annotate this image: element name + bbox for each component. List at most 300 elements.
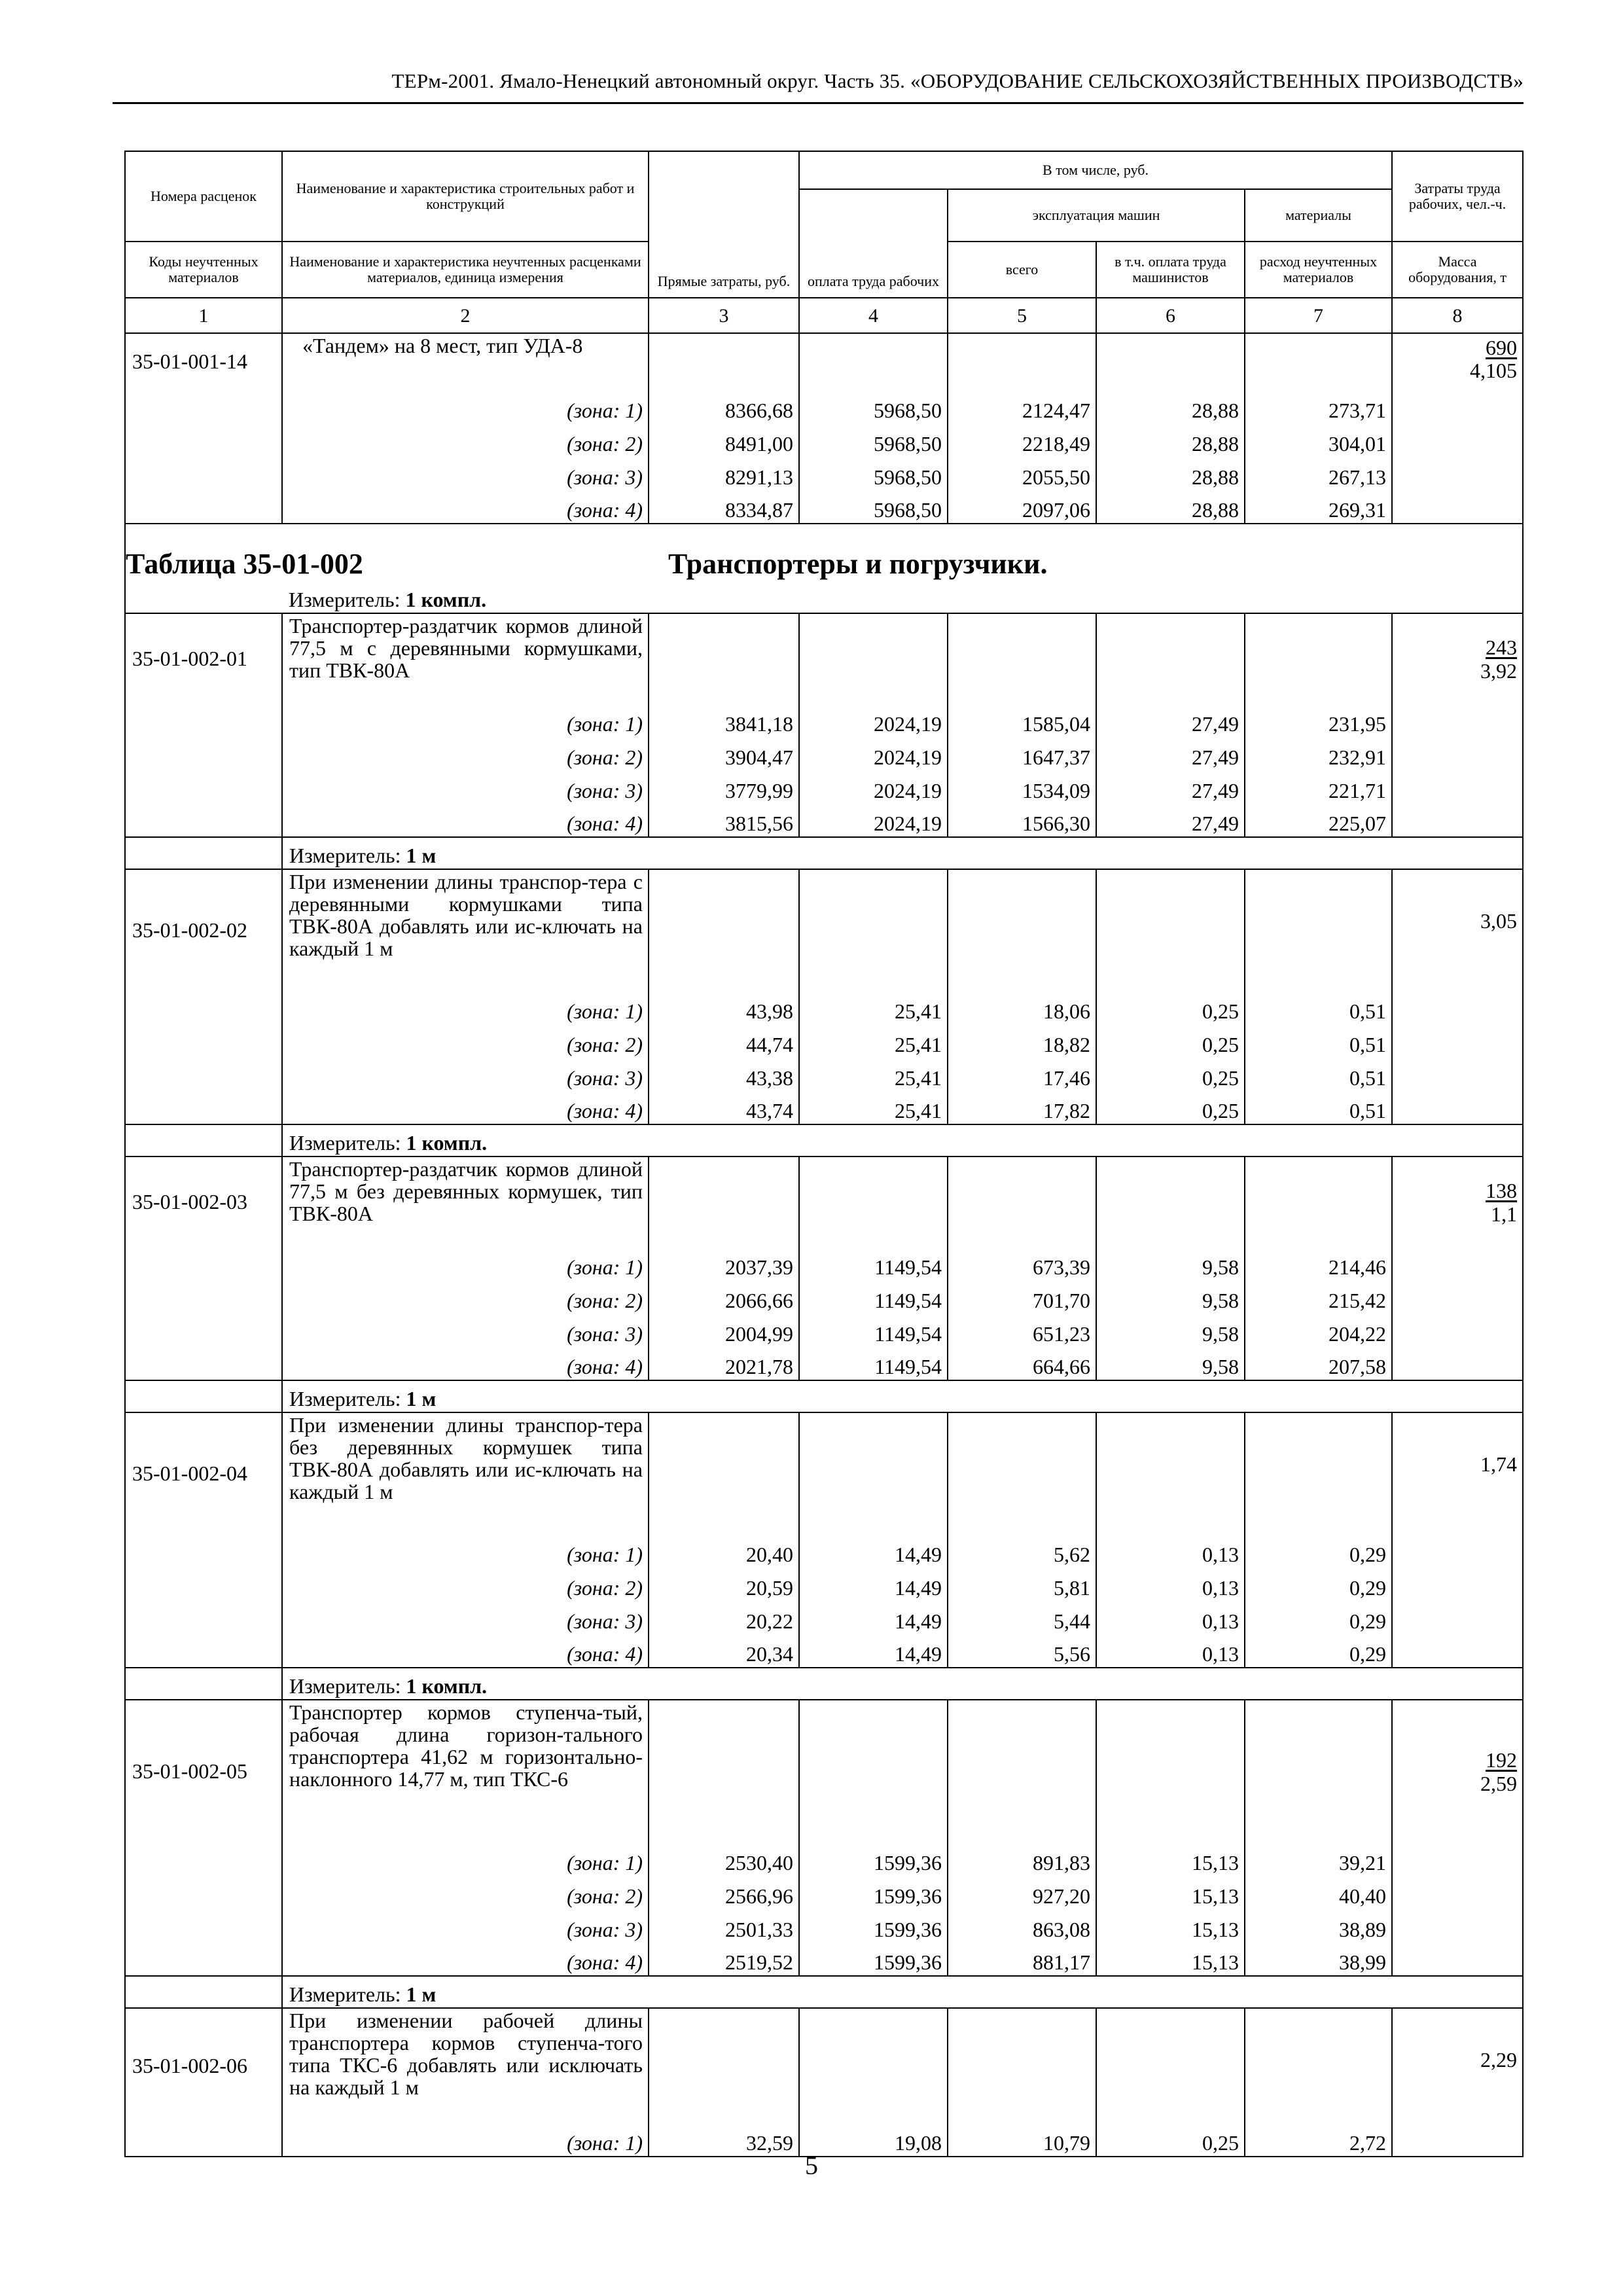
- zone-row: [125, 390, 1523, 423]
- zone-label: (зона: 1): [282, 390, 649, 423]
- zone-row: [125, 804, 1523, 837]
- zone-value: 664,66: [948, 1347, 1096, 1380]
- rate-label-row: [125, 613, 1523, 704]
- measure-row: [125, 1976, 1523, 2008]
- zone-value: 39,21: [1245, 1842, 1392, 1876]
- measure-row: [125, 1124, 1523, 1157]
- empty-cell: [125, 1534, 282, 1568]
- empty-cell: [1096, 1412, 1245, 1534]
- measure-unit-row: [282, 837, 1523, 869]
- rate-label-row: [125, 333, 1523, 390]
- rate-name: Транспортер кормов ступенча-тый, рабочая длина горизон-тального транспортера 41,62 м горизонтально-наклонного 14,77 м, тип ТКС-6: [282, 1700, 649, 1842]
- zone-value: 20,59: [649, 1568, 799, 1601]
- zone-value: 5,44: [948, 1601, 1096, 1634]
- page-number: 5: [805, 2151, 818, 2180]
- empty-cell: [1392, 770, 1523, 804]
- zone-value: 2097,06: [948, 490, 1096, 524]
- mass-cell: [1392, 1700, 1523, 1842]
- zone-value: 10,79: [948, 2123, 1096, 2157]
- measure-unit: 1 компл.: [406, 1131, 488, 1155]
- zone-row: [125, 1876, 1523, 1909]
- empty-cell: [125, 737, 282, 770]
- section-title-cell: [125, 524, 649, 581]
- header-col1-top: Номера расценок: [125, 151, 282, 242]
- empty-cell: [948, 1700, 1096, 1842]
- empty-cell: [1392, 1943, 1523, 1976]
- zone-value: 1647,37: [948, 737, 1096, 770]
- zone-value: 214,46: [1245, 1247, 1392, 1280]
- empty-cell: [948, 333, 1096, 390]
- column-number: 1: [125, 298, 282, 333]
- rate-code: 35-01-002-02: [125, 869, 282, 991]
- empty-cell: [799, 1157, 948, 1247]
- empty-cell: [1392, 991, 1523, 1024]
- section-caption-cell: [649, 524, 1523, 581]
- header-col2-bottom: Наименование и характеристика неучтенных расценками материалов, единица измерения: [282, 242, 649, 298]
- zone-value: 269,31: [1245, 490, 1392, 524]
- measure-unit-row: [282, 1380, 1523, 1412]
- zone-value: 0,25: [1096, 1091, 1245, 1124]
- labor-value: 690: [1486, 336, 1518, 359]
- empty-cell: [1392, 490, 1523, 524]
- zone-label: (зона: 2): [282, 423, 649, 457]
- zone-value: 18,06: [948, 991, 1096, 1024]
- measure-unit-row: [282, 1668, 1523, 1700]
- header-col6: в т.ч. оплата труда машинистов: [1096, 242, 1245, 298]
- zone-value: 2530,40: [649, 1842, 799, 1876]
- zone-value: 28,88: [1096, 423, 1245, 457]
- rate-code: 35-01-002-06: [125, 2008, 282, 2123]
- zone-value: 18,82: [948, 1024, 1096, 1058]
- empty-cell: [1096, 2008, 1245, 2123]
- column-number: 4: [799, 298, 948, 333]
- empty-cell: [649, 1700, 799, 1842]
- empty-cell: [125, 1634, 282, 1668]
- empty-cell: [125, 457, 282, 490]
- zone-value: 2066,66: [649, 1280, 799, 1314]
- zone-value: 27,49: [1096, 737, 1245, 770]
- zone-value: 0,51: [1245, 991, 1392, 1024]
- mass-cell: [1392, 869, 1523, 991]
- empty-cell: [1392, 1634, 1523, 1668]
- zone-row: [125, 1601, 1523, 1634]
- zone-label: (зона: 1): [282, 2123, 649, 2157]
- zone-row: [125, 1091, 1523, 1124]
- price-table: [124, 151, 1524, 2157]
- zone-value: 1149,54: [799, 1347, 948, 1380]
- empty-cell: [1245, 333, 1392, 390]
- header-col5: всего: [948, 242, 1096, 298]
- zone-value: 38,89: [1245, 1909, 1392, 1943]
- empty-cell: [948, 869, 1096, 991]
- zone-value: 25,41: [799, 991, 948, 1024]
- zone-value: 5968,50: [799, 390, 948, 423]
- zone-row: [125, 1943, 1523, 1976]
- empty-cell: [649, 613, 799, 704]
- empty-cell: [1392, 1314, 1523, 1347]
- header-col8-bottom: Масса оборудования, т: [1392, 242, 1523, 298]
- zone-value: 5,62: [948, 1534, 1096, 1568]
- zone-value: 0,13: [1096, 1534, 1245, 1568]
- empty-cell: [125, 1668, 282, 1700]
- zone-label: (зона: 3): [282, 770, 649, 804]
- empty-cell: [125, 1091, 282, 1124]
- zone-value: 2,72: [1245, 2123, 1392, 2157]
- zone-value: 1599,36: [799, 1876, 948, 1909]
- empty-cell: [1392, 1024, 1523, 1058]
- rate-label-row: [125, 2008, 1523, 2123]
- zone-value: 651,23: [948, 1314, 1096, 1347]
- empty-cell: [649, 869, 799, 991]
- zone-row: [125, 1247, 1523, 1280]
- header-rule: [113, 102, 1524, 104]
- zone-value: 28,88: [1096, 390, 1245, 423]
- empty-cell: [1392, 804, 1523, 837]
- empty-cell: [1245, 1157, 1392, 1247]
- table-title: Таблица 35-01-002: [126, 548, 363, 581]
- header-col7: расход неучтенных материалов: [1245, 242, 1392, 298]
- rate-code: 35-01-002-04: [125, 1412, 282, 1534]
- zone-value: 2566,96: [649, 1876, 799, 1909]
- empty-cell: [799, 1412, 948, 1534]
- empty-cell: [1245, 613, 1392, 704]
- zone-value: 1149,54: [799, 1314, 948, 1347]
- zone-value: 9,58: [1096, 1314, 1245, 1347]
- zone-value: 927,20: [948, 1876, 1096, 1909]
- table-caption: Транспортеры и погрузчики.: [668, 548, 1048, 581]
- empty-cell: [799, 1700, 948, 1842]
- zone-value: 2024,19: [799, 804, 948, 837]
- zone-value: 27,49: [1096, 770, 1245, 804]
- zone-value: 8366,68: [649, 390, 799, 423]
- empty-cell: [125, 1247, 282, 1280]
- rate-label-row: [125, 1412, 1523, 1534]
- running-header: ТЕРм-2001. Ямало-Ненецкий автономный округ. Часть 35. «ОБОРУДОВАНИЕ СЕЛЬСКОХОЗЯЙСТВЕННЫХ ПРОИЗВОДСТВ»: [391, 69, 1524, 92]
- zone-value: 9,58: [1096, 1247, 1245, 1280]
- empty-cell: [948, 613, 1096, 704]
- measure-unit: 1 м: [406, 1982, 437, 2007]
- header-col4: оплата труда рабочих: [799, 189, 948, 298]
- zone-value: 8334,87: [649, 490, 799, 524]
- header-group: В том числе, руб.: [799, 151, 1392, 189]
- zone-value: 863,08: [948, 1909, 1096, 1943]
- zone-value: 8291,13: [649, 457, 799, 490]
- zone-value: 673,39: [948, 1247, 1096, 1280]
- zone-value: 25,41: [799, 1024, 948, 1058]
- rate-code: 35-01-002-05: [125, 1700, 282, 1842]
- measure-unit-row: [282, 1976, 1523, 2008]
- measure-row: [125, 1668, 1523, 1700]
- zone-value: 5,56: [948, 1634, 1096, 1668]
- empty-cell: [125, 1314, 282, 1347]
- zone-value: 221,71: [1245, 770, 1392, 804]
- section-measure-row: [125, 581, 1523, 613]
- empty-cell: [1392, 1568, 1523, 1601]
- empty-cell: [1392, 1842, 1523, 1876]
- zone-value: 44,74: [649, 1024, 799, 1058]
- empty-cell: [1392, 1091, 1523, 1124]
- empty-cell: [125, 1347, 282, 1380]
- empty-cell: [125, 1601, 282, 1634]
- zone-value: 5,81: [948, 1568, 1096, 1601]
- zone-row: [125, 991, 1523, 1024]
- empty-cell: [1392, 423, 1523, 457]
- header-machines: эксплуатация машин: [948, 189, 1245, 242]
- empty-cell: [1096, 1157, 1245, 1247]
- empty-cell: [1096, 333, 1245, 390]
- zone-value: 40,40: [1245, 1876, 1392, 1909]
- empty-cell: [125, 770, 282, 804]
- mass-value: 4,105: [1470, 359, 1518, 383]
- zone-value: 0,13: [1096, 1601, 1245, 1634]
- zone-row: [125, 1058, 1523, 1091]
- zone-label: (зона: 4): [282, 1634, 649, 1668]
- zone-value: 215,42: [1245, 1280, 1392, 1314]
- empty-cell: [1392, 1280, 1523, 1314]
- section-title-row: [125, 524, 1523, 581]
- zone-value: 0,29: [1245, 1601, 1392, 1634]
- empty-cell: [948, 1157, 1096, 1247]
- zone-row: [125, 1842, 1523, 1876]
- empty-cell: [948, 1412, 1096, 1534]
- measure-label: Измеритель:: [289, 1982, 401, 2007]
- zone-value: 32,59: [649, 2123, 799, 2157]
- empty-cell: [1245, 2008, 1392, 2123]
- zone-value: 304,01: [1245, 423, 1392, 457]
- empty-cell: [649, 2008, 799, 2123]
- zone-row: [125, 423, 1523, 457]
- zone-label: (зона: 3): [282, 1601, 649, 1634]
- empty-cell: [125, 1280, 282, 1314]
- zone-value: 0,51: [1245, 1091, 1392, 1124]
- zone-value: 5968,50: [799, 490, 948, 524]
- zone-value: 891,83: [948, 1842, 1096, 1876]
- zone-value: 14,49: [799, 1534, 948, 1568]
- zone-value: 2037,39: [649, 1247, 799, 1280]
- zone-value: 25,41: [799, 1058, 948, 1091]
- empty-cell: [125, 704, 282, 737]
- zone-value: 15,13: [1096, 1909, 1245, 1943]
- empty-cell: [1245, 1412, 1392, 1534]
- zone-value: 1149,54: [799, 1280, 948, 1314]
- zone-value: 3904,47: [649, 737, 799, 770]
- zone-value: 14,49: [799, 1568, 948, 1601]
- empty-cell: [649, 333, 799, 390]
- zone-label: (зона: 1): [282, 1842, 649, 1876]
- zone-value: 5968,50: [799, 423, 948, 457]
- zone-row: [125, 1280, 1523, 1314]
- zone-label: (зона: 2): [282, 737, 649, 770]
- empty-cell: [799, 333, 948, 390]
- rate-code: 35-01-002-03: [125, 1157, 282, 1247]
- zone-value: 14,49: [799, 1601, 948, 1634]
- zone-value: 0,25: [1096, 1024, 1245, 1058]
- zone-value: 27,49: [1096, 804, 1245, 837]
- zone-value: 232,91: [1245, 737, 1392, 770]
- column-number: 2: [282, 298, 649, 333]
- empty-cell: [1245, 869, 1392, 991]
- zone-row: [125, 1634, 1523, 1668]
- zone-value: 25,41: [799, 1091, 948, 1124]
- zone-value: 2021,78: [649, 1347, 799, 1380]
- zone-value: 43,98: [649, 991, 799, 1024]
- zone-row: [125, 1534, 1523, 1568]
- empty-cell: [1392, 1601, 1523, 1634]
- empty-cell: [125, 490, 282, 524]
- rate-name: «Тандем» на 8 мест, тип УДА-8: [282, 333, 649, 390]
- empty-cell: [125, 1909, 282, 1943]
- zone-value: 28,88: [1096, 457, 1245, 490]
- empty-cell: [1392, 390, 1523, 423]
- zone-value: 5968,50: [799, 457, 948, 490]
- empty-cell: [125, 1058, 282, 1091]
- zone-value: 38,99: [1245, 1943, 1392, 1976]
- empty-cell: [125, 837, 282, 869]
- zone-row: [125, 1314, 1523, 1347]
- rate-name: Транспортер-раздатчик кормов длиной 77,5 м с деревянными кормушками, тип ТВК-80А: [282, 613, 649, 704]
- empty-cell: [125, 1380, 282, 1412]
- zone-label: (зона: 1): [282, 1247, 649, 1280]
- rate-name: При изменении длины транспор-тера с деревянными кормушками типа ТВК-80А добавлять или ис-ключать на каждый 1 м: [282, 869, 649, 991]
- zone-value: 17,46: [948, 1058, 1096, 1091]
- zone-label: (зона: 4): [282, 1091, 649, 1124]
- rate-code: 35-01-002-01: [125, 613, 282, 704]
- measure-label: Измеритель:: [289, 844, 401, 868]
- zone-value: 0,29: [1245, 1634, 1392, 1668]
- zone-value: 19,08: [799, 2123, 948, 2157]
- zone-value: 1149,54: [799, 1247, 948, 1280]
- empty-cell: [799, 613, 948, 704]
- zone-value: 2024,19: [799, 737, 948, 770]
- zone-value: 3779,99: [649, 770, 799, 804]
- empty-cell: [1096, 869, 1245, 991]
- empty-cell: [948, 2008, 1096, 2123]
- zone-row: [125, 1568, 1523, 1601]
- zone-label: (зона: 2): [282, 1280, 649, 1314]
- zone-row: [125, 1909, 1523, 1943]
- labor-mass-fraction: [1480, 1749, 1517, 1795]
- empty-cell: [1096, 1700, 1245, 1842]
- zone-value: 2024,19: [799, 704, 948, 737]
- empty-cell: [1392, 737, 1523, 770]
- measure-unit-row: [282, 1124, 1523, 1157]
- column-number: 5: [948, 298, 1096, 333]
- zone-label: (зона: 4): [282, 1347, 649, 1380]
- empty-cell: [1392, 1909, 1523, 1943]
- column-number: 6: [1096, 298, 1245, 333]
- column-number: 3: [649, 298, 799, 333]
- labor-value: 192: [1486, 1748, 1518, 1772]
- measure-label: Измеритель:: [289, 588, 401, 612]
- empty-cell: [1245, 1700, 1392, 1842]
- rate-name: При изменении рабочей длины транспортера кормов ступенча-того типа ТКС-6 добавлять или исключать на каждый 1 м: [282, 2008, 649, 2123]
- zone-value: 204,22: [1245, 1314, 1392, 1347]
- empty-cell: [125, 1124, 282, 1157]
- rate-label-row: [125, 869, 1523, 991]
- zone-value: 0,25: [1096, 991, 1245, 1024]
- measure-unit: 1 м: [406, 1387, 437, 1411]
- empty-cell: [125, 1976, 282, 2008]
- column-number: 8: [1392, 298, 1523, 333]
- zone-value: 207,58: [1245, 1347, 1392, 1380]
- measure-row: [125, 1380, 1523, 1412]
- zone-value: 3841,18: [649, 704, 799, 737]
- zone-value: 701,70: [948, 1280, 1096, 1314]
- zone-value: 20,22: [649, 1601, 799, 1634]
- zone-value: 2519,52: [649, 1943, 799, 1976]
- zone-value: 2124,47: [948, 390, 1096, 423]
- labor-value: 243: [1486, 636, 1518, 660]
- empty-cell: [125, 1842, 282, 1876]
- measure-label: Измеритель:: [289, 1674, 401, 1698]
- zone-value: 15,13: [1096, 1943, 1245, 1976]
- empty-cell: [125, 1568, 282, 1601]
- header-materials: материалы: [1245, 189, 1392, 242]
- empty-cell: [1392, 1347, 1523, 1380]
- rate-code: 35-01-001-14: [125, 333, 282, 390]
- zone-value: 2218,49: [948, 423, 1096, 457]
- labor-mass-fraction: [1480, 636, 1517, 682]
- zone-value: 0,51: [1245, 1058, 1392, 1091]
- zone-value: 43,74: [649, 1091, 799, 1124]
- empty-cell: [799, 2008, 948, 2123]
- empty-cell: [1392, 1876, 1523, 1909]
- zone-value: 0,25: [1096, 2123, 1245, 2157]
- zone-label: (зона: 1): [282, 991, 649, 1024]
- zone-value: 273,71: [1245, 390, 1392, 423]
- mass-cell: [1392, 1157, 1523, 1247]
- mass-value: 1,74: [1480, 1452, 1518, 1476]
- zone-value: 1566,30: [948, 804, 1096, 837]
- zone-label: (зона: 1): [282, 1534, 649, 1568]
- mass-cell: [1392, 2008, 1523, 2123]
- empty-cell: [1392, 1247, 1523, 1280]
- zone-value: 20,40: [649, 1534, 799, 1568]
- zone-row: [125, 1347, 1523, 1380]
- labor-mass-fraction: [1470, 336, 1517, 382]
- measure-row: [125, 837, 1523, 869]
- header-col1-bottom: Коды неучтенных материалов: [125, 242, 282, 298]
- zone-value: 15,13: [1096, 1842, 1245, 1876]
- empty-cell: [1392, 704, 1523, 737]
- header-col3: Прямые затраты, руб.: [649, 151, 799, 298]
- empty-cell: [1392, 1534, 1523, 1568]
- zone-label: (зона: 3): [282, 457, 649, 490]
- mass-value: 2,59: [1480, 1771, 1518, 1795]
- zone-value: 231,95: [1245, 704, 1392, 737]
- zone-value: 1599,36: [799, 1909, 948, 1943]
- zone-value: 3815,56: [649, 804, 799, 837]
- empty-cell: [1096, 613, 1245, 704]
- zone-value: 0,29: [1245, 1534, 1392, 1568]
- empty-cell: [649, 1412, 799, 1534]
- zone-label: (зона: 1): [282, 704, 649, 737]
- zone-value: 2004,99: [649, 1314, 799, 1347]
- zone-value: 0,13: [1096, 1634, 1245, 1668]
- zone-value: 1585,04: [948, 704, 1096, 737]
- header-row-numbers: [125, 298, 1523, 333]
- mass-value: 3,92: [1480, 658, 1518, 683]
- empty-cell: [799, 869, 948, 991]
- measure-unit: 1 м: [406, 844, 437, 868]
- measure-label: Измеритель:: [289, 1387, 401, 1411]
- empty-cell: [649, 1157, 799, 1247]
- zone-value: 43,38: [649, 1058, 799, 1091]
- rate-label-row: [125, 1157, 1523, 1247]
- labor-value: 138: [1486, 1179, 1518, 1203]
- zone-value: 20,34: [649, 1634, 799, 1668]
- empty-cell: [1392, 1058, 1523, 1091]
